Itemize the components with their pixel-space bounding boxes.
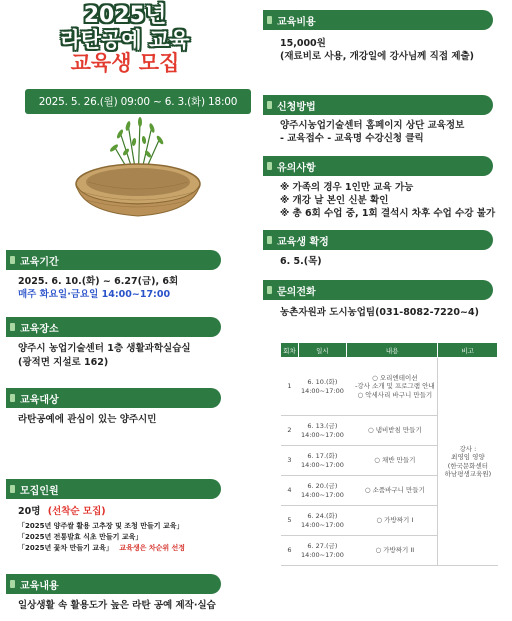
place-line2: (광적면 지설로 162) <box>18 357 109 368</box>
contact-phone: 농촌자원과 도시농업팀(031-8082-7220~4) <box>280 307 479 318</box>
session-time: 14:00~17:00 <box>300 460 344 469</box>
col-header-datetime: 일시 <box>298 343 346 358</box>
session-date: 6. 17.(화) <box>307 452 338 461</box>
schedule-table <box>280 342 498 566</box>
recruit-count <box>18 506 106 519</box>
section-contact-header: 문의전화 <box>263 280 493 300</box>
section-target-header: 교육대상 <box>6 388 221 408</box>
col-header-remarks: 비고 <box>438 343 498 358</box>
session-content <box>346 358 437 416</box>
round-number: 6 <box>281 536 299 566</box>
fee-note: (재료비로 사용, 개강일에 강사님께 직접 제출) <box>280 51 475 62</box>
section-apply-header: 신청방법 <box>263 95 493 115</box>
col-header-round: 회차 <box>281 343 299 358</box>
apply-line2: - 교육접수 - 교육명 수강신청 클릭 <box>280 133 424 144</box>
section-period-header: 교육기간 <box>6 250 221 270</box>
notice-line2: ※ 개강 날 본인 신분 확인 <box>280 195 389 206</box>
table-row <box>281 358 498 416</box>
poster-title <box>30 4 220 76</box>
session-datetime <box>298 358 346 416</box>
session-content-line: ○ 오리엔테이션 <box>372 373 418 382</box>
session-date: 6. 13.(금) <box>307 422 338 431</box>
target-line1: 라탄공예에 관심이 있는 양주시민 <box>18 414 157 425</box>
instructor-line: 강사 : <box>459 444 477 453</box>
session-content-line: -강사 소개 및 프로그램 안내 <box>355 382 435 391</box>
session-content: ○ 소품바구니 만들기 <box>346 476 437 506</box>
application-period: 2025. 5. 26.(월) 09:00 ~ 6. 3.(화) 18:00 <box>25 89 251 114</box>
session-date: 6. 10.(화) <box>307 378 338 387</box>
instructor-line: 최영임 영양 <box>451 453 485 462</box>
recruit-example-3-note: 교육생은 차순위 선정 <box>119 544 186 552</box>
session-time: 14:00~17:00 <box>300 550 344 559</box>
section-confirm-header: 교육생 확정 <box>263 230 493 250</box>
session-date: 6. 24.(화) <box>307 512 338 521</box>
section-recruit-header: 모집인원 <box>6 479 221 499</box>
rattan-basket-image <box>68 112 208 222</box>
section-fee-header: 교육비용 <box>263 10 493 30</box>
round-number: 4 <box>281 476 299 506</box>
content-line1: 일상생활 속 활용도가 높은 라탄 공예 제작·실습 <box>18 600 216 611</box>
place-line1: 양주시 농업기술센터 1층 생활과학실습실 <box>18 343 191 354</box>
title-recruit: 교육생 모집 <box>70 51 180 76</box>
session-time: 14:00~17:00 <box>300 520 344 529</box>
session-datetime <box>298 416 346 446</box>
recruit-example-2: 「2025년 전통발효 식초 만들기 교육」 <box>18 533 143 541</box>
section-content-header: 교육내용 <box>6 574 221 594</box>
session-content: ○ 가방짜기 II <box>346 536 437 566</box>
instructor-line: (한국문화센터 <box>447 461 489 470</box>
round-number: 3 <box>281 446 299 476</box>
fee-amount: 15,000원 <box>280 38 326 49</box>
period-schedule: 매주 화요일·금요일 14:00~17:00 <box>18 289 171 300</box>
recruit-example-3 <box>18 544 185 553</box>
recruit-count-value: 20명 <box>18 506 41 517</box>
round-number: 2 <box>281 416 299 446</box>
notice-line3: ※ 총 6회 수업 중, 1회 결석시 차후 수업 수강 불가 <box>280 208 496 219</box>
period-dates: 2025. 6. 10.(화) ~ 6.27(금), 6회 <box>18 276 179 287</box>
session-datetime <box>298 506 346 536</box>
title-course: 라탄공예 교육 <box>60 27 190 52</box>
session-content: ○ 채반 만들기 <box>346 446 437 476</box>
confirm-date: 6. 5.(목) <box>280 256 322 267</box>
session-datetime <box>298 536 346 566</box>
recruit-example-3-text: 「2025년 꽃차 만들기 교육」 <box>18 544 113 552</box>
session-time: 14:00~17:00 <box>300 490 344 499</box>
session-time: 14:00~17:00 <box>300 386 344 395</box>
session-content: ○ 가방짜기 I <box>346 506 437 536</box>
session-date: 6. 27.(금) <box>307 542 338 551</box>
title-year: 2025년 <box>83 3 167 28</box>
notice-line1: ※ 가족의 경우 1인만 교육 가능 <box>280 182 414 193</box>
round-number: 5 <box>281 506 299 536</box>
section-place-header: 교육장소 <box>6 317 221 337</box>
session-datetime <box>298 476 346 506</box>
round-number: 1 <box>281 358 299 416</box>
instructor-line: 하남평생교육원) <box>444 469 492 478</box>
session-time: 14:00~17:00 <box>300 430 344 439</box>
recruit-example-1: 「2025년 양주쌀 활용 고추장 및 조청 만들기 교육」 <box>18 522 184 530</box>
col-header-content: 내용 <box>346 343 437 358</box>
recruit-note: (선착순 모집) <box>47 506 106 517</box>
apply-line1: 양주시농업기술센터 홈페이지 상단 교육정보 <box>280 120 465 131</box>
section-notice-header: 유의사항 <box>263 156 493 176</box>
schedule-header-row <box>281 343 498 358</box>
instructor-info <box>438 358 498 566</box>
session-date: 6. 20.(금) <box>307 482 338 491</box>
session-datetime <box>298 446 346 476</box>
session-content: ○ 냄비받침 만들기 <box>346 416 437 446</box>
session-content-line: ○ 악세사리 바구니 만들기 <box>357 390 433 399</box>
